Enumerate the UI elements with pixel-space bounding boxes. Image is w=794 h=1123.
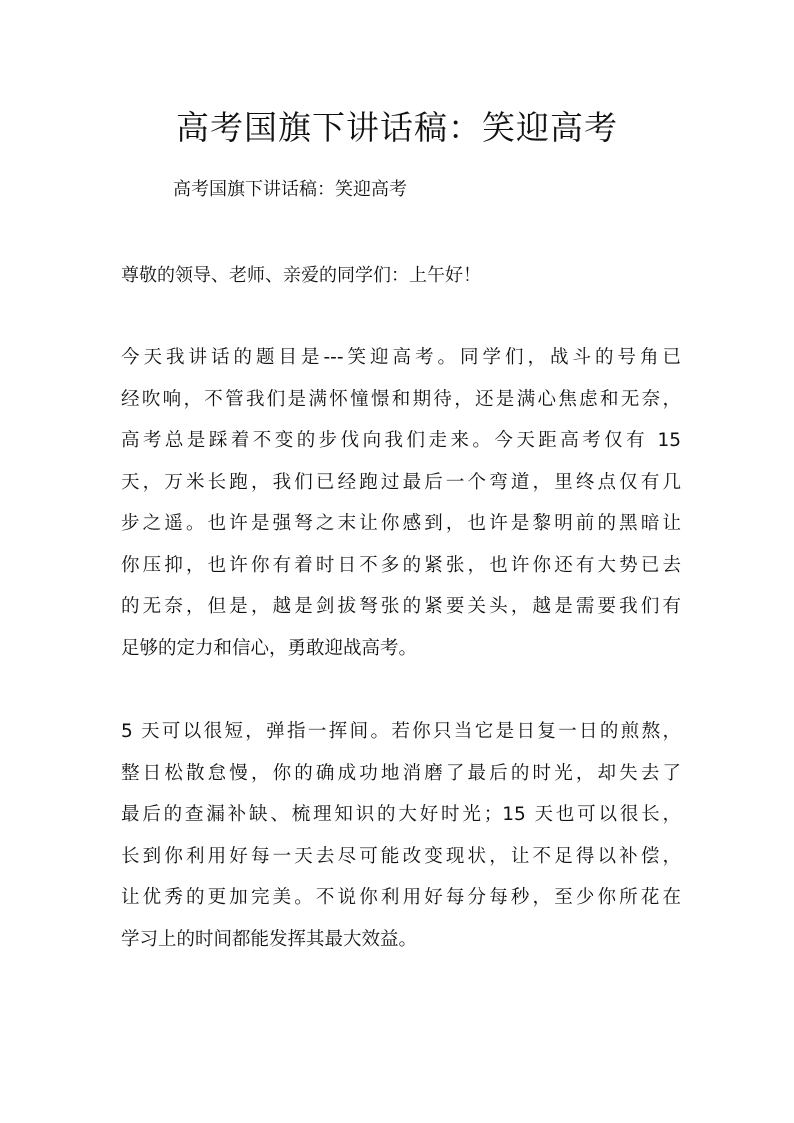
document-title: 高考国旗下讲话稿：笑迎高考 xyxy=(176,108,618,147)
paragraph-line: 5 天可以很短，弹指一挥间。若你只当它是日复一日的煎熬， xyxy=(121,721,681,742)
paragraph-line: 整日松散怠慢，你的确成功地消磨了最后的时光，却失去了 xyxy=(121,762,681,784)
paragraph-line: 你压抑，也许你有着时日不多的紧张，也许你还有大势已去 xyxy=(121,554,681,576)
paragraph-line: 的无奈，但是，越是剑拔弩张的紧要关头，越是需要我们有 xyxy=(121,596,681,617)
paragraph-line: 今天我讲话的题目是---笑迎高考。同学们，战斗的号角已 xyxy=(121,347,681,368)
paragraph-line: 最后的查漏补缺、梳理知识的大好时光；15 天也可以很长， xyxy=(121,804,681,825)
paragraph-line: 经吹响，不管我们是满怀憧憬和期待，还是满心焦虑和无奈， xyxy=(121,388,681,410)
paragraph-line: 长到你利用好每一天去尽可能改变现状，让不足得以补偿， xyxy=(121,845,681,867)
document-subtitle: 高考国旗下讲话稿：笑迎高考 xyxy=(173,179,407,200)
paragraph-line: 步之遥。也许是强弩之末让你感到，也许是黎明前的黑暗让 xyxy=(121,513,681,534)
paragraph-line: 足够的定力和信心，勇敢迎战高考。 xyxy=(121,637,418,659)
paragraph-line: 高考总是踩着不变的步伐向我们走来。今天距高考仅有 15 xyxy=(121,430,681,451)
paragraph-line: 学习上的时间都能发挥其最大效益。 xyxy=(121,928,418,950)
paragraph-line: 让优秀的更加完美。不说你利用好每分每秒，至少你所花在 xyxy=(121,887,681,908)
paragraph-1 xyxy=(121,337,681,669)
greeting-line: 尊敬的领导、老师、亲爱的同学们：上午好！ xyxy=(121,265,481,286)
paragraph-line: 天，万米长跑，我们已经跑过最后一个弯道，里终点仅有几 xyxy=(121,471,681,493)
paragraph-2 xyxy=(121,711,681,960)
